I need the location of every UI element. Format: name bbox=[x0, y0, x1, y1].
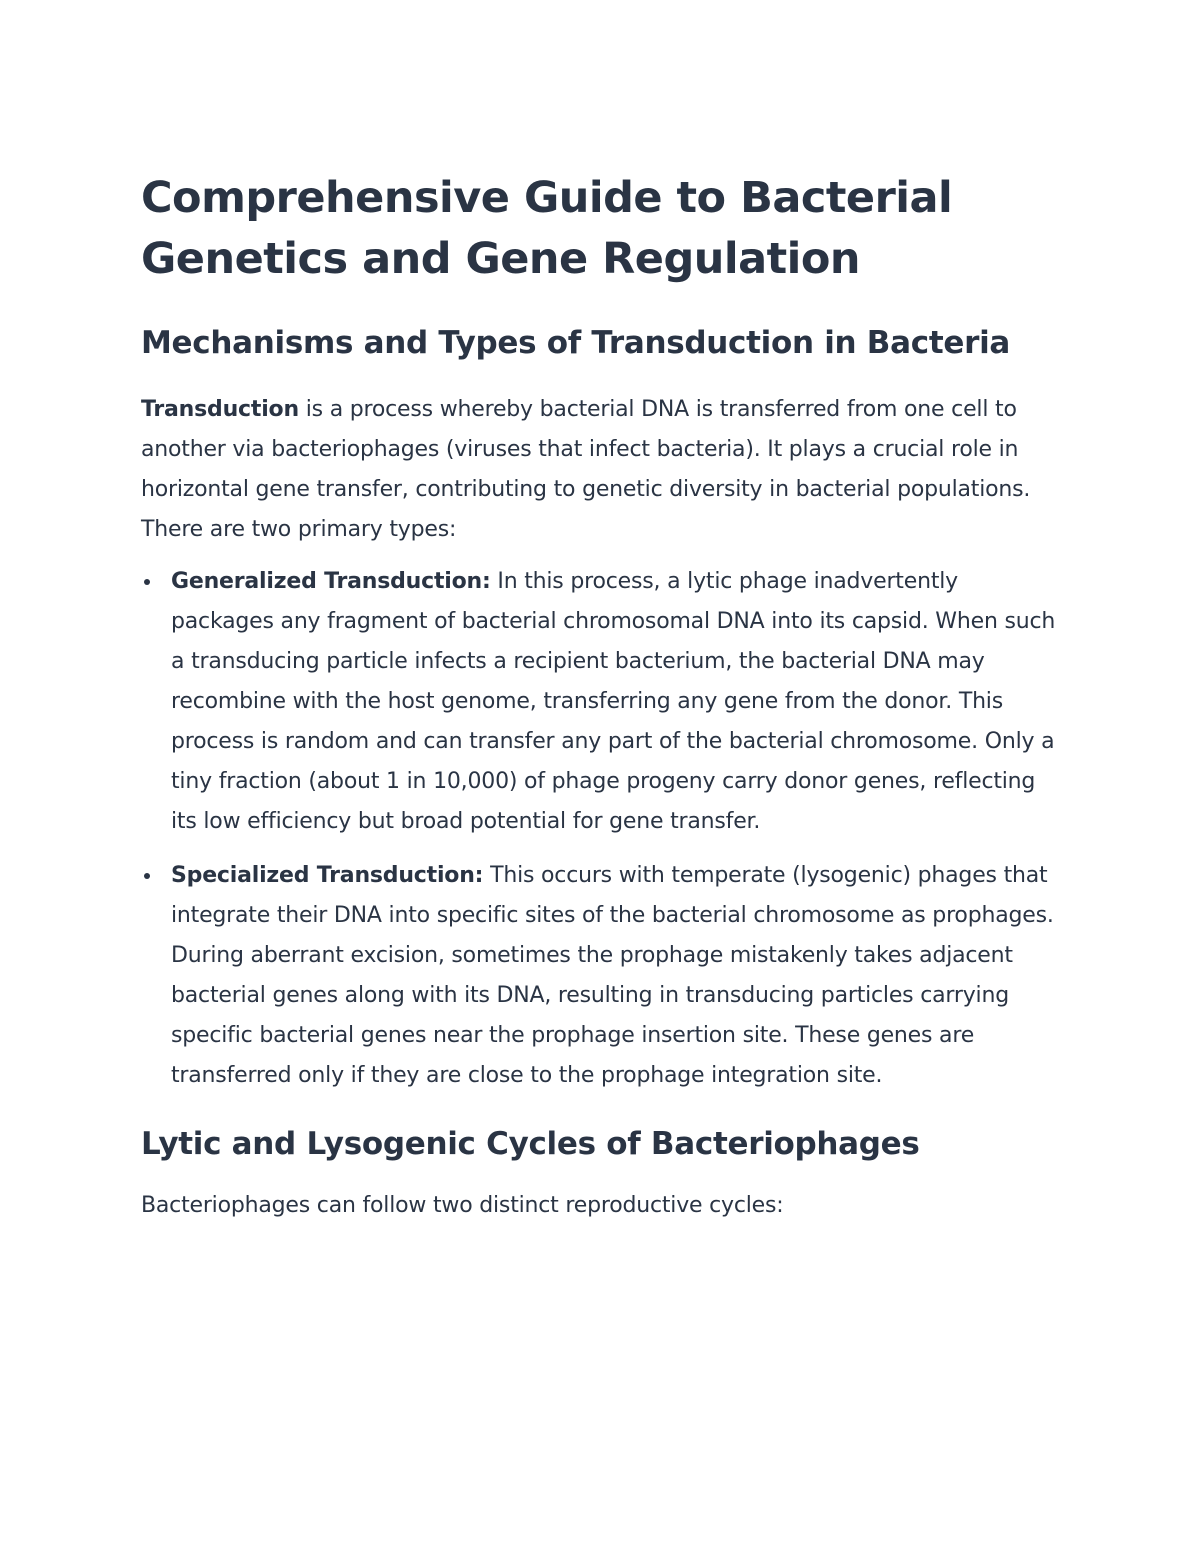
transduction-types-list bbox=[141, 562, 1061, 1096]
bullet-icon bbox=[144, 579, 150, 585]
transduction-term: Transduction bbox=[141, 397, 299, 422]
bullet-icon bbox=[144, 873, 150, 879]
generalized-transduction-text: In this process, a lytic phage inadvertently packages any fragment of bacterial chromosomal DNA into its capsid. When such a transducing particle infects a recipient bacterium, the bacterial DNA may recombine with the host genome, transferring any gene from the donor. This process is random and can transfer any part of the bacterial chromosome. Only a tiny fraction (about 1 in 10,000) of phage progeny carry donor genes, reflecting its low efficiency but broad potential for gene transfer. bbox=[171, 569, 1056, 834]
specialized-transduction-text: This occurs with temperate (lysogenic) phages that integrate their DNA into specific sites of the bacterial chromosome as prophages. During aberrant excision, sometimes the prophage mistakenly takes adjacent bacterial genes along with its DNA, resulting in transducing particles carrying specific bacterial genes near the prophage insertion site. These genes are transferred only if they are close to the prophage integration site. bbox=[171, 863, 1054, 1088]
specialized-transduction-term: Specialized Transduction: bbox=[171, 863, 484, 888]
section-heading-transduction: Mechanisms and Types of Transduction in Bacteria bbox=[141, 325, 1011, 361]
transduction-intro-paragraph bbox=[141, 390, 1061, 550]
transduction-intro-text: is a process whereby bacterial DNA is transferred from one cell to another via bacteriophages (viruses that infect bacteria). It plays a crucial role in horizontal gene transfer, contributing to genetic diversity in bacterial populations. There are two primary types: bbox=[141, 397, 1031, 542]
list-item-generalized-transduction bbox=[141, 562, 1061, 842]
document-page bbox=[141, 168, 1061, 1226]
list-item-specialized-transduction bbox=[141, 856, 1061, 1096]
generalized-transduction-term: Generalized Transduction: bbox=[171, 569, 491, 594]
section-heading-lytic-lysogenic: Lytic and Lysogenic Cycles of Bacteriophages bbox=[141, 1126, 920, 1162]
page-title: Comprehensive Guide to Bacterial Genetics and Gene Regulation bbox=[141, 173, 953, 284]
cycles-intro-paragraph: Bacteriophages can follow two distinct reproductive cycles: bbox=[141, 1193, 784, 1218]
